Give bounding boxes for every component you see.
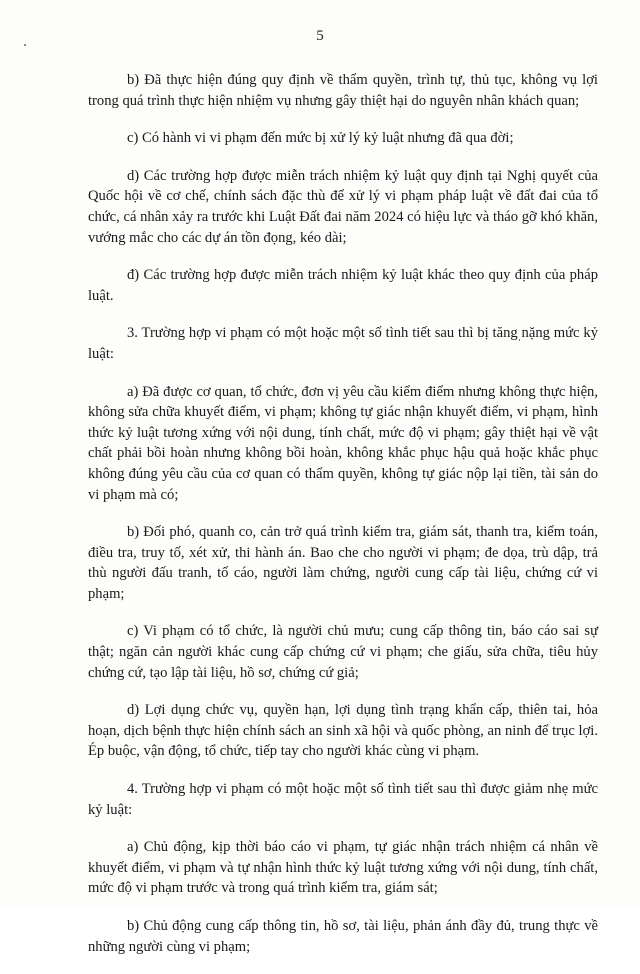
paragraph-4b: b) Chủ động cung cấp thông tin, hồ sơ, tài liệu, phản ánh đầy đủ, trung thực về những người cùng vi phạm;	[88, 918, 598, 955]
paragraph-1d: d) Các trường hợp được miễn trách nhiệm kỷ luật quy định tại Nghị quyết của Quốc hội về cơ chế, chính sách đặc thù để xử lý vi phạm pháp luật về đất đai của tổ chức, cá nhân xảy ra trước khi Luật Đất đai năm 2024 có hiệu lực và tháo gỡ khó khăn, vướng mắc cho các dự án tồn đọng, kéo dài;	[88, 167, 598, 246]
section-3-heading: 3. Trường hợp vi phạm có một hoặc một số tình tiết sau thì bị tăng nặng mức kỷ luật:	[88, 325, 598, 362]
paragraph-1b: b) Đã thực hiện đúng quy định về thẩm quyền, trình tự, thủ tục, không vụ lợi trong quá trình thực hiện nhiệm vụ nhưng gây thiệt hại do nguyên nhân khách quan;	[88, 72, 598, 109]
paragraph-1c: c) Có hành vi vi phạm đến mức bị xử lý kỷ luật nhưng đã qua đời;	[127, 130, 514, 147]
paragraph-4a: a) Chủ động, kịp thời báo cáo vi phạm, tự giác nhận trách nhiệm cá nhân về khuyết điểm, vi phạm và tự nhận hình thức kỷ luật tương xứng với nội dung, tính chất, mức độ vi phạm trước và trong quá trình kiểm tra, giám sát;	[88, 839, 598, 897]
paragraph-3c: c) Vi phạm có tổ chức, là người chủ mưu; cung cấp thông tin, báo cáo sai sự thật; ngăn cản người khác cung cấp chứng cứ vi phạm; che giấu, sửa chữa, tiêu hủy chứng cứ, tạo lập tài liệu, hồ sơ, chứng cứ giả;	[88, 623, 598, 681]
paragraph-3a: a) Đã được cơ quan, tổ chức, đơn vị yêu cầu kiểm điểm nhưng không thực hiện, không sửa chữa khuyết điểm, vi phạm; không tự giác nhận khuyết điểm, vi phạm, hình thức kỷ luật tương xứng với nội dung, tính chất, mức độ vi phạm; gây thiệt hại về vật chất phải bồi hoàn nhưng không bồi hoàn, không khắc phục hậu quả hoặc khắc phục không đúng yêu cầu của cơ quan có thẩm quyền, không tự giác nộp lại tiền, tài sản do vi phạm mà có;	[88, 383, 598, 503]
paragraph-1dd: đ) Các trường hợp được miễn trách nhiệm kỷ luật khác theo quy định của pháp luật.	[88, 267, 598, 304]
document-body	[88, 70, 598, 974]
scan-speck	[24, 44, 26, 46]
paragraph-3d: d) Lợi dụng chức vụ, quyền hạn, lợi dụng tình trạng khẩn cấp, thiên tai, hỏa hoạn, dịch bệnh thực hiện chính sách an sinh xã hội và quốc phòng, an ninh để trục lợi. Ép buộc, vận động, tổ chức, tiếp tay cho người khác cùng vi phạm.	[88, 702, 598, 760]
paragraph-3b: b) Đối phó, quanh co, cản trở quá trình kiểm tra, giám sát, thanh tra, kiểm toán, điều tra, truy tố, xét xử, thi hành án. Bao che cho người vi phạm; đe dọa, trù dập, trả thù người đấu tranh, tố cáo, người làm chứng, người cung cấp tài liệu, chứng cứ vi phạm;	[88, 524, 598, 602]
section-4-heading: 4. Trường hợp vi phạm có một hoặc một số tình tiết sau thì được giảm nhẹ mức kỷ luật:	[88, 781, 598, 818]
page-number: 5	[316, 28, 324, 44]
